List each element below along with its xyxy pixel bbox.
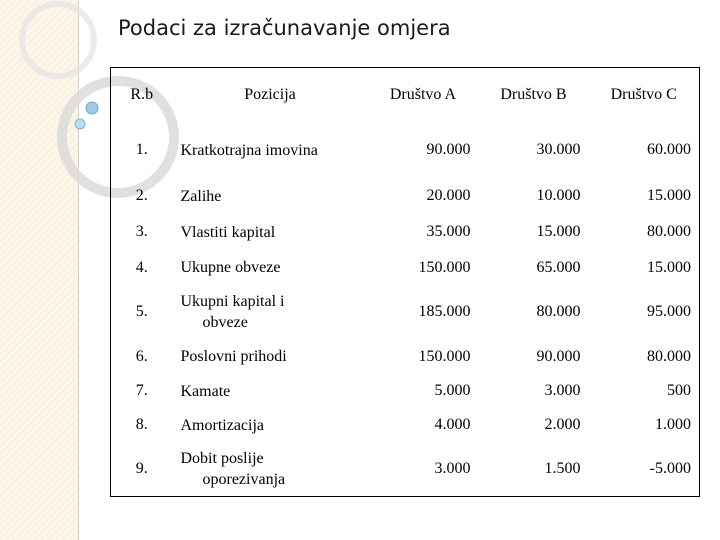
- row-number: 9.: [135, 459, 148, 477]
- position-label: Poslovni prihodi: [180, 348, 287, 365]
- table-row: [111, 178, 700, 214]
- value-drustvo-b: 3.000: [544, 382, 581, 399]
- position-label: Amortizacija: [180, 416, 265, 434]
- value-drustvo-a: 20.000: [426, 187, 471, 204]
- position-label: Ukupne obveze: [180, 259, 281, 276]
- table-header-row: [111, 68, 700, 123]
- row-number: 1.: [135, 141, 148, 158]
- position-label: [173, 285, 368, 339]
- position-label-line-1: Ukupni kapital i: [180, 293, 285, 310]
- value-drustvo-c: 1.000: [655, 416, 691, 433]
- row-number: 3.: [135, 223, 148, 240]
- row-number: 2.: [135, 187, 148, 204]
- value-drustvo-b: 90.000: [536, 347, 581, 365]
- table-row: [111, 374, 700, 408]
- value-drustvo-c: 95.000: [647, 303, 691, 320]
- header-rb: R.b: [130, 86, 154, 103]
- value-drustvo-a: 5.000: [434, 382, 471, 399]
- value-drustvo-b: 2.000: [544, 416, 581, 433]
- value-drustvo-c: 15.000: [647, 187, 691, 204]
- row-number: 6.: [135, 347, 148, 365]
- value-drustvo-a: 90.000: [426, 141, 471, 158]
- value-drustvo-b: 30.000: [536, 141, 581, 158]
- value-drustvo-c: -5.000: [649, 459, 691, 477]
- position-label-line-2: oporezivanja: [202, 470, 286, 488]
- value-drustvo-b: 65.000: [536, 258, 581, 276]
- value-drustvo-c: 60.000: [647, 141, 691, 158]
- position-label: Zalihe: [180, 187, 222, 205]
- value-drustvo-a: 150.000: [418, 347, 471, 365]
- value-drustvo-a: 4.000: [434, 416, 471, 433]
- table-row: [111, 214, 700, 250]
- value-drustvo-a: 3.000: [434, 459, 471, 477]
- value-drustvo-c: 80.000: [647, 347, 691, 365]
- position-label: Kratkotrajna imovina: [180, 141, 318, 159]
- value-drustvo-c: 500: [667, 382, 691, 399]
- value-drustvo-b: 10.000: [536, 187, 581, 204]
- row-number: 4.: [135, 258, 148, 276]
- header-drustvo-a: Društvo A: [389, 86, 457, 103]
- position-label-line-1: Dobit poslije: [180, 449, 264, 467]
- header-drustvo-c: Društvo C: [610, 86, 677, 103]
- table-row: [111, 339, 700, 374]
- value-drustvo-c: 15.000: [647, 258, 691, 276]
- row-number: 7.: [135, 382, 148, 399]
- table-row: [111, 408, 700, 442]
- table-row: [111, 250, 700, 285]
- value-drustvo-a: 185.000: [418, 303, 471, 320]
- value-drustvo-a: 150.000: [418, 258, 471, 276]
- table-row: [111, 442, 700, 496]
- position-label: [173, 442, 368, 496]
- value-drustvo-b: 1.500: [544, 459, 581, 477]
- table-row: [111, 122, 700, 178]
- value-drustvo-c: 80.000: [647, 223, 691, 240]
- row-number: 5.: [135, 303, 148, 320]
- position-label-line-2: obveze: [202, 314, 248, 331]
- header-drustvo-b: Društvo B: [500, 86, 567, 103]
- row-number: 8.: [135, 416, 148, 433]
- value-drustvo-a: 35.000: [426, 223, 471, 240]
- table-row: [111, 285, 700, 339]
- ratio-data-table: [110, 67, 700, 497]
- value-drustvo-b: 80.000: [536, 303, 581, 320]
- header-pozicija: Pozicija: [244, 86, 296, 103]
- position-label: Kamate: [180, 382, 231, 400]
- page-title: Podaci za izračunavanje omjera: [118, 16, 451, 40]
- value-drustvo-b: 15.000: [536, 223, 581, 240]
- position-label: Vlastiti kapital: [180, 223, 276, 241]
